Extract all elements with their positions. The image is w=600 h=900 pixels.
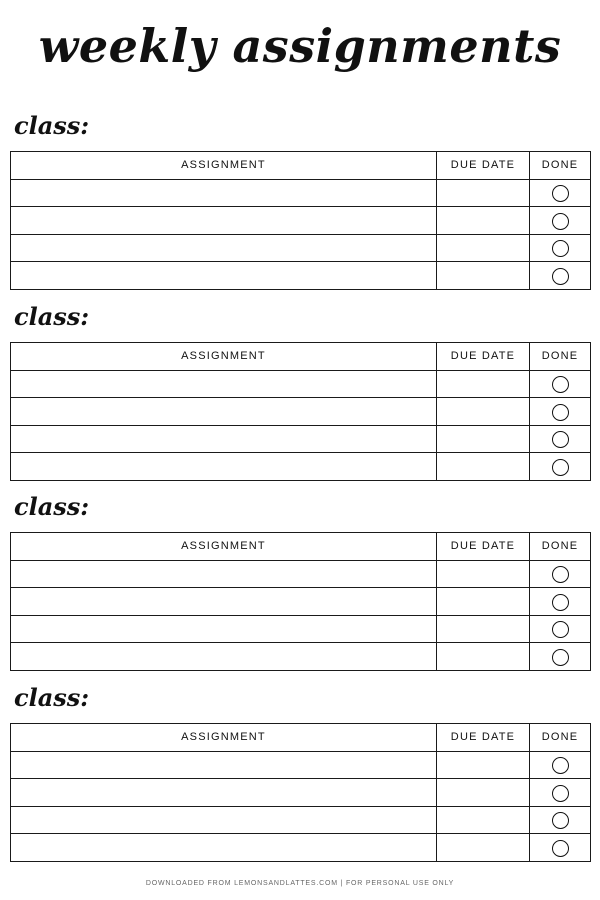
done-checkbox[interactable] [552,785,569,802]
table-row [11,262,591,290]
assignment-header: ASSIGNMENT [11,724,437,752]
due-date-cell[interactable] [437,588,530,616]
done-checkbox[interactable] [552,566,569,583]
done-checkbox[interactable] [552,649,569,666]
assignment-header: ASSIGNMENT [11,152,437,180]
assignment-table [10,723,591,862]
assignment-table [10,532,591,671]
table-header-row [11,152,591,180]
assignment-cell[interactable] [11,806,437,834]
due-date-cell[interactable] [437,398,530,426]
class-label: class: [14,302,90,331]
due-date-header: DUE DATE [437,343,530,371]
table-row [11,234,591,262]
done-cell [530,262,591,290]
done-cell [530,615,591,643]
done-cell [530,179,591,207]
due-date-cell[interactable] [437,615,530,643]
done-checkbox[interactable] [552,431,569,448]
due-date-cell[interactable] [437,643,530,671]
class-section [10,111,590,290]
footer-note: DOWNLOADED FROM LEMONSANDLATTES.COM | FOR PERSONAL USE ONLY [145,880,455,887]
due-date-cell[interactable] [437,834,530,862]
table-row [11,560,591,588]
done-cell [530,453,591,481]
assignment-cell[interactable] [11,643,437,671]
due-date-header: DUE DATE [437,533,530,561]
table-row [11,179,591,207]
assignment-cell[interactable] [11,834,437,862]
assignment-cell[interactable] [11,560,437,588]
done-checkbox[interactable] [552,404,569,421]
due-date-cell[interactable] [437,234,530,262]
done-cell [530,779,591,807]
done-cell [530,425,591,453]
done-checkbox[interactable] [552,213,569,230]
done-checkbox[interactable] [552,185,569,202]
class-label: class: [14,492,90,521]
class-label: class: [14,683,90,712]
due-date-cell[interactable] [437,453,530,481]
due-date-cell[interactable] [437,806,530,834]
done-header: DONE [530,343,591,371]
due-date-cell[interactable] [437,779,530,807]
table-row [11,370,591,398]
table-header-row [11,533,591,561]
done-cell [530,643,591,671]
table-header-row [11,724,591,752]
table-row [11,398,591,426]
done-checkbox[interactable] [552,621,569,638]
done-header: DONE [530,152,591,180]
due-date-cell[interactable] [437,425,530,453]
assignment-cell[interactable] [11,398,437,426]
assignment-cell[interactable] [11,425,437,453]
done-checkbox[interactable] [552,240,569,257]
table-row [11,806,591,834]
class-label: class: [14,111,90,140]
done-checkbox[interactable] [552,594,569,611]
due-date-cell[interactable] [437,207,530,235]
assignment-cell[interactable] [11,207,437,235]
assignment-cell[interactable] [11,615,437,643]
done-cell [530,234,591,262]
done-header: DONE [530,533,591,561]
done-cell [530,751,591,779]
table-row [11,588,591,616]
done-cell [530,398,591,426]
done-checkbox[interactable] [552,812,569,829]
due-date-header: DUE DATE [437,724,530,752]
done-checkbox[interactable] [552,840,569,857]
assignment-cell[interactable] [11,779,437,807]
table-row [11,834,591,862]
class-section [10,492,590,671]
class-section [10,683,590,862]
done-cell [530,806,591,834]
assignment-cell[interactable] [11,453,437,481]
assignment-cell[interactable] [11,370,437,398]
assignment-cell[interactable] [11,588,437,616]
table-row [11,207,591,235]
done-cell [530,834,591,862]
table-row [11,425,591,453]
done-checkbox[interactable] [552,459,569,476]
assignment-table [10,342,591,481]
done-cell [530,560,591,588]
assignment-cell[interactable] [11,234,437,262]
due-date-header: DUE DATE [437,152,530,180]
done-checkbox[interactable] [552,268,569,285]
due-date-cell[interactable] [437,751,530,779]
page-title: weekly assignments [38,19,562,73]
assignment-table [10,151,591,290]
due-date-cell[interactable] [437,560,530,588]
table-row [11,615,591,643]
table-row [11,751,591,779]
class-section [10,302,590,481]
table-row [11,779,591,807]
done-cell [530,207,591,235]
table-row [11,643,591,671]
done-cell [530,370,591,398]
assignment-header: ASSIGNMENT [11,533,437,561]
due-date-cell[interactable] [437,179,530,207]
done-cell [530,588,591,616]
table-row [11,453,591,481]
due-date-cell[interactable] [437,370,530,398]
due-date-cell[interactable] [437,262,530,290]
assignment-cell[interactable] [11,262,437,290]
done-checkbox[interactable] [552,757,569,774]
assignment-header: ASSIGNMENT [11,343,437,371]
done-checkbox[interactable] [552,376,569,393]
done-header: DONE [530,724,591,752]
table-header-row [11,343,591,371]
assignment-cell[interactable] [11,751,437,779]
assignment-cell[interactable] [11,179,437,207]
